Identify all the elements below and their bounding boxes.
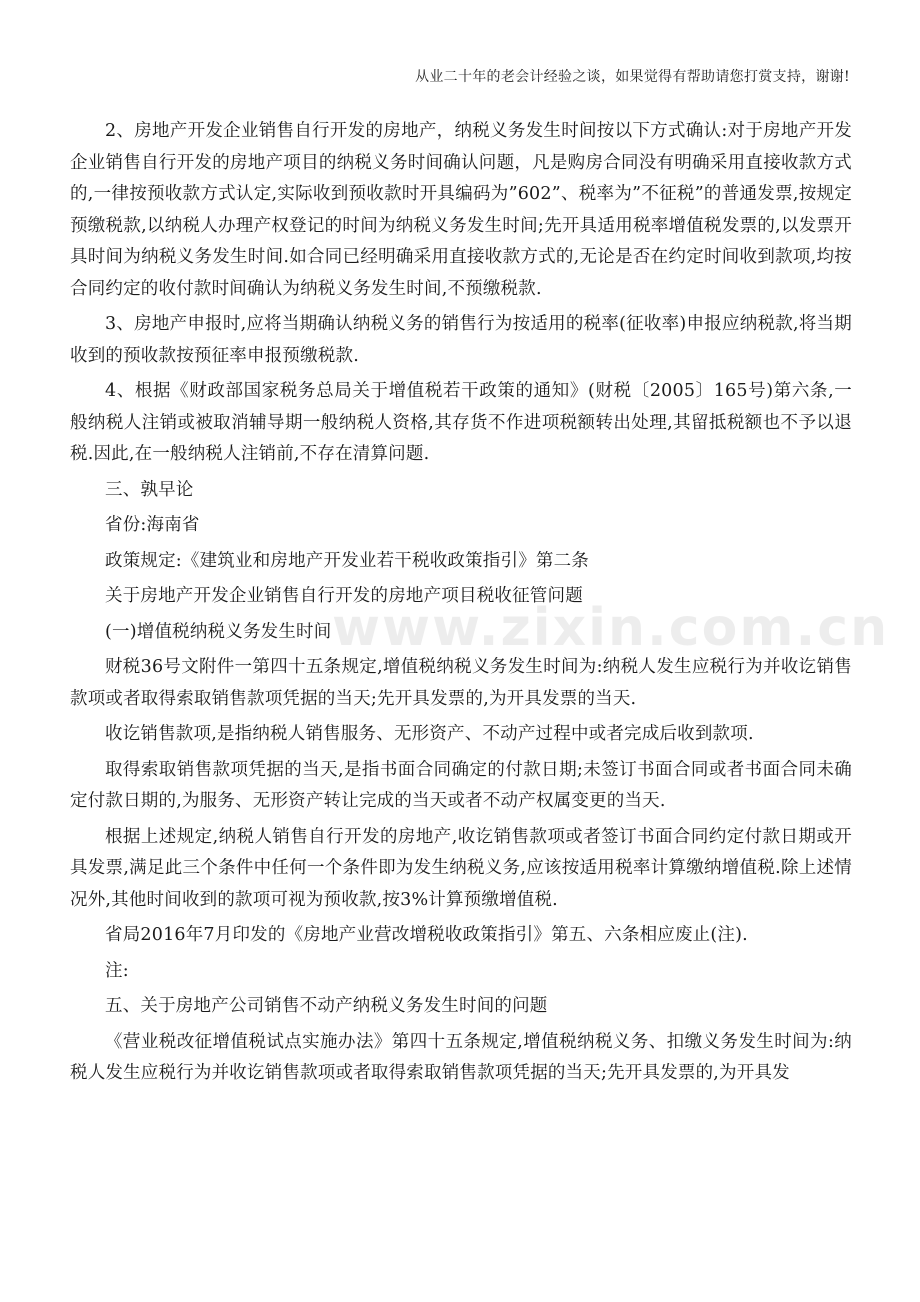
- page-header-note: 从业二十年的老会计经验之谈，如果觉得有帮助请您打赏支持，谢谢!: [415, 69, 850, 85]
- watermark: www.zixin.com.cn: [332, 598, 890, 658]
- paragraph-1: 2、房地产开发企业销售自行开发的房地产，纳税义务发生时间按以下方式确认:对于房地产开发企业销售自行开发的房地产项目的纳税义务时间确认问题，凡是购房合同没有明确采用直接收款方式的,一律按预收款方式认定,实际收到预收款时开具编码为”602”、税率为”不征税”的普通发票,按规定预缴税款,以纳税人办理产权登记的时间为纳税义务发生时间;先开具适用税率增值税发票的,以发票开具时间为纳税义务发生时间.如合同已经明确采用直接收款方式的,无论是否在约定时间收到款项,均按合同约定的收付款时间确认为纳税义务发生时间,不预缴税款.: [70, 121, 852, 299]
- subsection-heading: (一)增值税纳税义务发生时间: [105, 621, 332, 642]
- paragraph-3: 4、根据《财政部国家税务总局关于增值税若干政策的通知》(财税〔2005〕165号)第六条,一般纳税人注销或被取消辅导期一般纳税人资格,其存货不作进项税额转出处理,其留抵税额也不予以退税.因此,在一般纳税人注销前,不存在清算问题.: [70, 381, 852, 464]
- document-body: [70, 116, 852, 1094]
- paragraph-4: 财税36号文附件一第四十五条规定,增值税纳税义务发生时间为:纳税人发生应税行为并收讫销售款项或者取得索取销售款项凭据的当天;先开具发票的,为开具发票的当天.: [70, 657, 852, 709]
- section-heading-5: 五、关于房地产公司销售不动产纳税义务发生时间的问题: [105, 996, 548, 1016]
- note-label: 注:: [105, 960, 129, 981]
- paragraph-9: 《营业税改征增值税试点实施办法》第四十五条规定,增值税纳税义务、扣缴义务发生时间为:纳税人发生应税行为并收讫销售款项或者取得索取销售款项凭据的当天;先开具发票的,为开具发: [70, 1031, 852, 1083]
- paragraph-2: 3、房地产申报时,应将当期确认纳税义务的销售行为按适用的税率(征收率)申报应纳税款,将当期收到的预收款按预征率申报预缴税款.: [70, 314, 852, 366]
- policy-line: 政策规定:《建筑业和房地产开发业若干税收政策指引》第二条: [105, 550, 589, 571]
- province-line: 省份:海南省: [105, 515, 200, 535]
- paragraph-5: 收讫销售款项,是指纳税人销售服务、无形资产、不动产过程中或者完成后收到款项.: [105, 724, 754, 744]
- paragraph-7: 根据上述规定,纳税人销售自行开发的房地产,收讫销售款项或者签订书面合同约定付款日期或开具发票,满足此三个条件中任何一个条件即为发生纳税义务,应该按适用税率计算缴纳增值税.除上述情况外,其他时间收到的款项可视为预收款,按3%计算预缴增值税.: [70, 826, 852, 910]
- paragraph-6: 取得索取销售款项凭据的当天,是指书面合同确定的付款日期;未签订书面合同或者书面合同未确定付款日期的,为服务、无形资产转让完成的当天或者不动产权属变更的当天.: [70, 759, 852, 811]
- topic-line: 关于房地产开发企业销售自行开发的房地产项目税收征管问题: [105, 586, 583, 606]
- section-heading: 三、孰早论: [105, 479, 194, 500]
- paragraph-8: 省局2016年7月印发的《房地产业营改增税收政策指引》第五、六条相应废止(注).: [105, 925, 748, 945]
